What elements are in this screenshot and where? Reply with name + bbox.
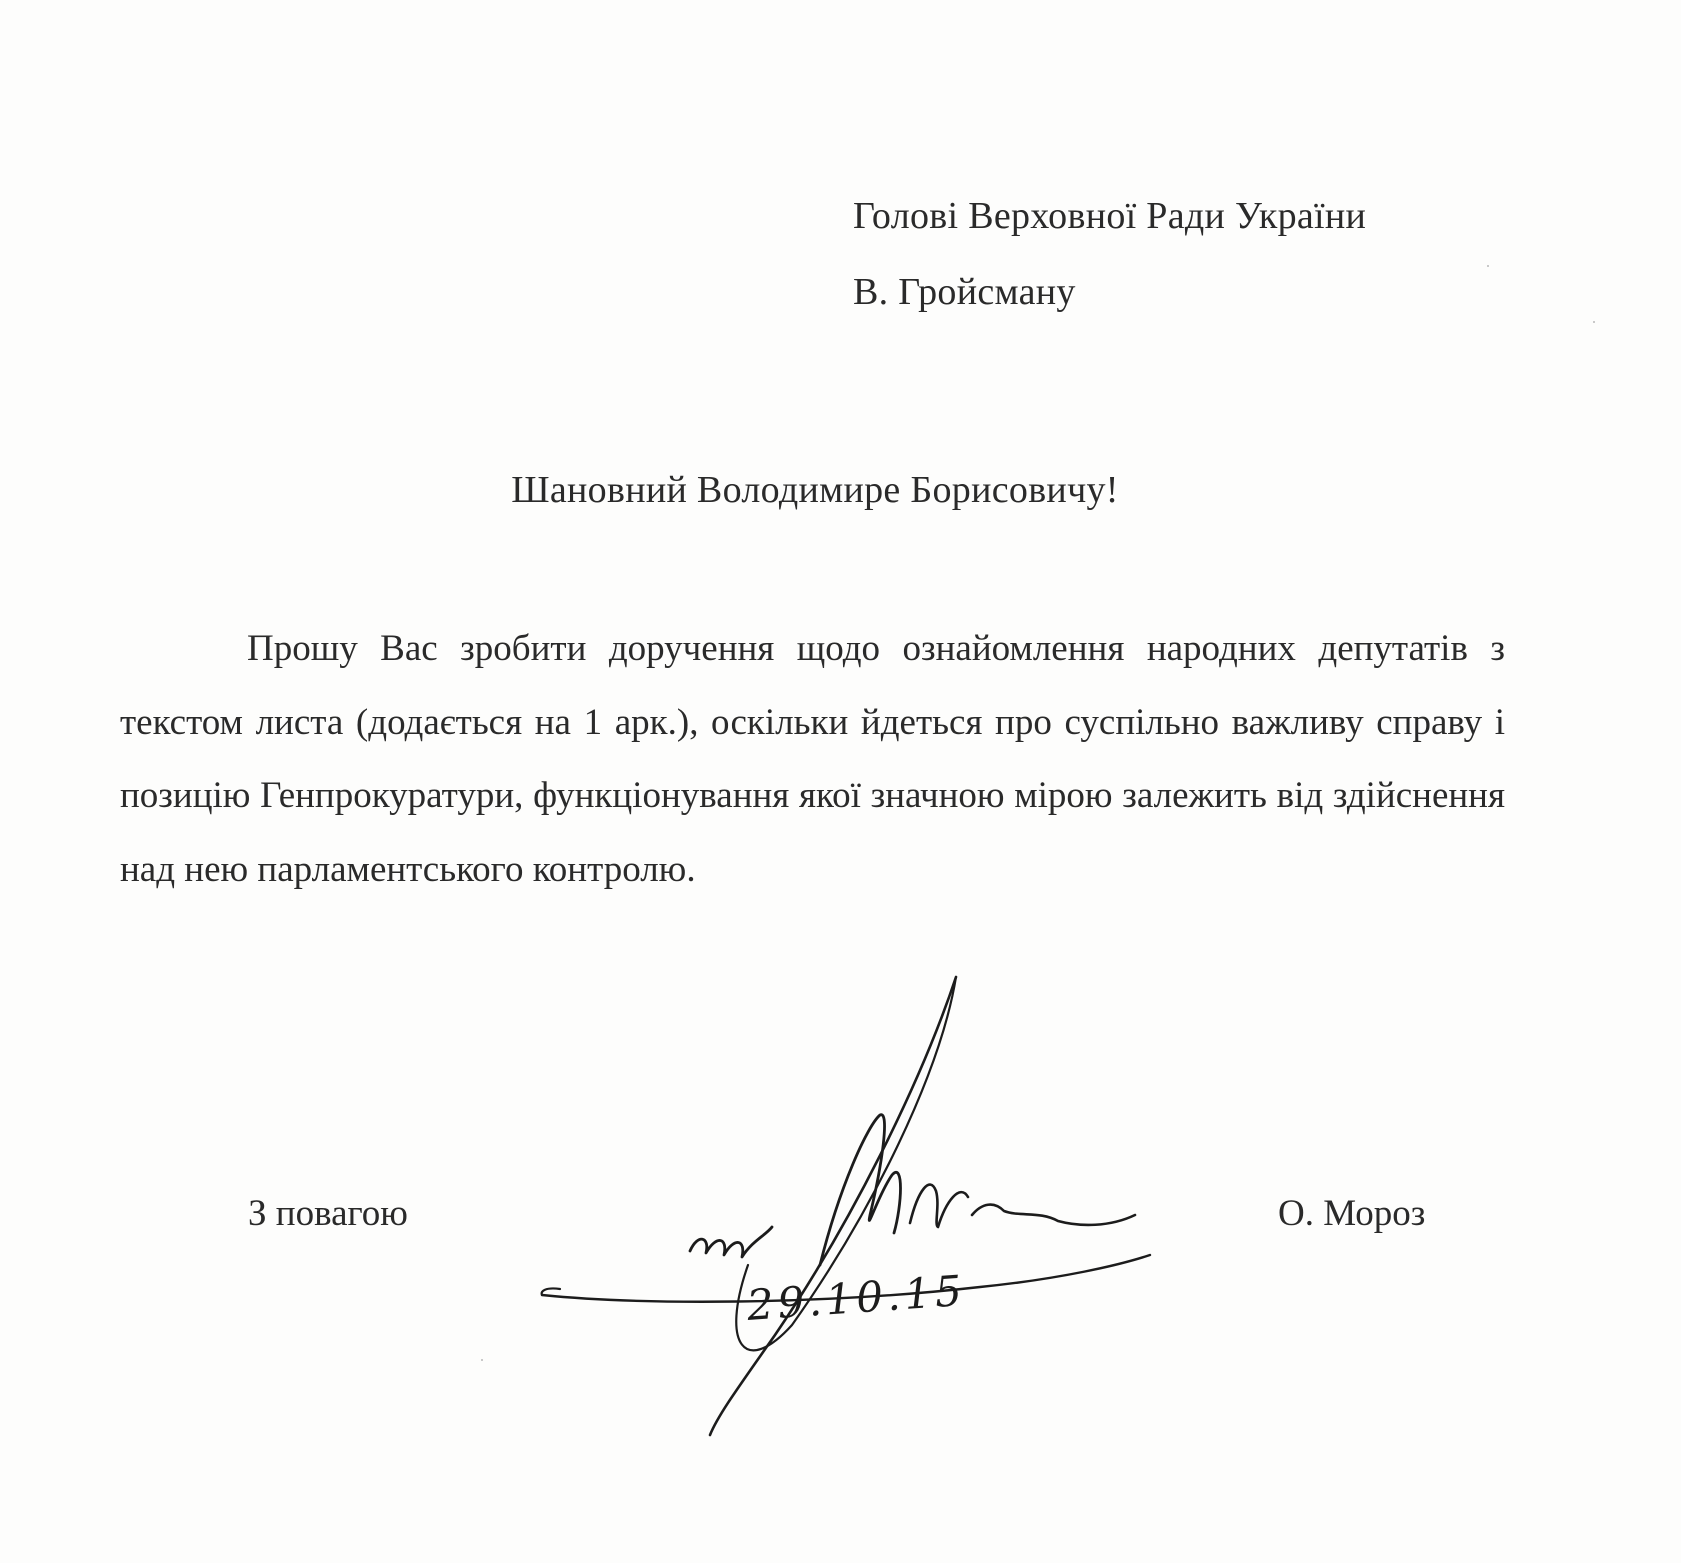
signer-name: О. Мороз (1278, 1193, 1426, 1234)
addressee-block (853, 178, 1366, 330)
signature-flourish-stroke (710, 977, 956, 1435)
signature-scribble (690, 1227, 772, 1257)
scan-speck (481, 1359, 483, 1361)
signature-letterform (972, 1205, 1135, 1225)
letter-body: Прошу Вас зробити доручення щодо ознайомлення народних депутатів з текстом листа (додається на 1 арк.), оскільки йдеться про суспільно важливу справу і позицію Генпрокуратури, функціонування якої значною мірою залежить від здійснення над нею парламентського контролю. (120, 628, 1505, 890)
signature-underline (542, 1288, 560, 1295)
scan-speck (1487, 265, 1489, 267)
salutation: Шановний Володимире Борисовичу! (511, 469, 1119, 511)
signature-date: 29.10.15 (745, 1265, 968, 1330)
addressee-title: Голові Верховної Ради України (853, 195, 1367, 237)
scan-speck (1593, 321, 1595, 323)
addressee-name: В. Гройсману (853, 271, 1076, 313)
closing-phrase: З повагою (248, 1193, 408, 1234)
signature-letterform (910, 1185, 968, 1227)
handwritten-signature (520, 965, 1220, 1445)
